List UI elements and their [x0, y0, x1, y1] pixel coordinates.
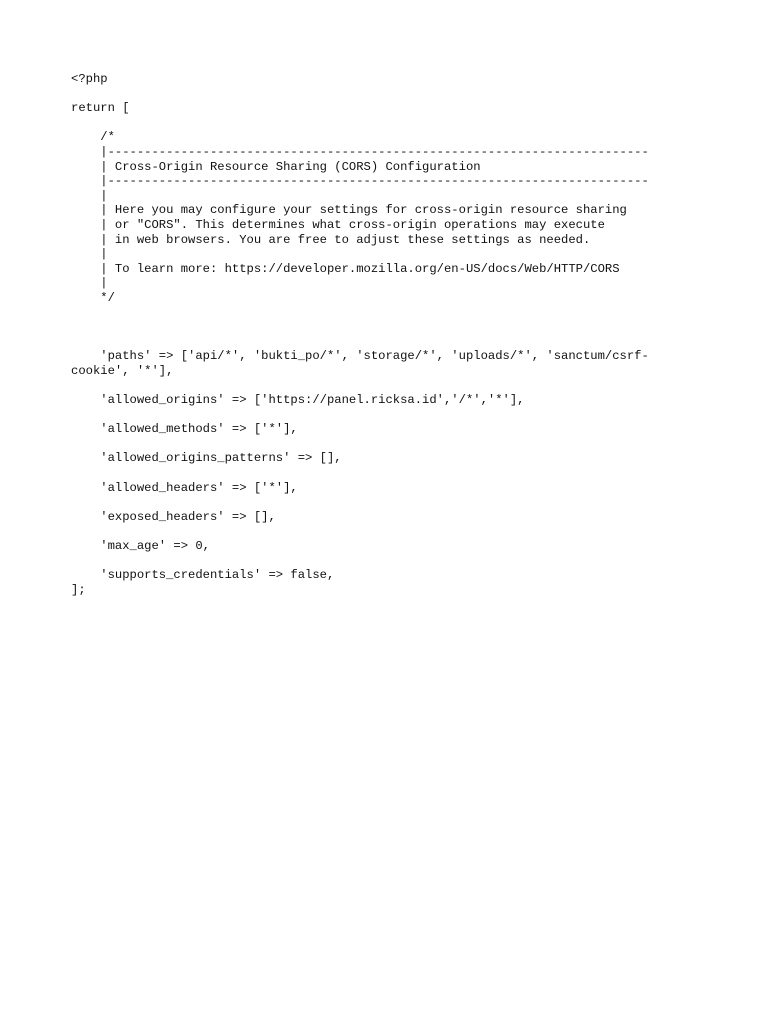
config-supports-credentials-line: 'supports_credentials' => false, — [71, 568, 335, 583]
code-line — [71, 378, 671, 393]
code-line: ]; — [71, 582, 86, 597]
config-allowed-origins-patterns-line: 'allowed_origins_patterns' => [], — [71, 451, 342, 466]
code-line — [71, 306, 671, 321]
code-line — [71, 524, 671, 539]
comment-line: |-------------------------------------------------------------------------- — [71, 174, 649, 189]
config-allowed-headers-line: 'allowed_headers' => ['*'], — [71, 480, 298, 495]
code-line — [71, 466, 671, 481]
code-line — [71, 116, 671, 131]
comment-line: | Here you may configure your settings for cross-origin resource sharing — [71, 203, 627, 218]
comment-line: /* — [71, 130, 115, 145]
config-exposed-headers-line: 'exposed_headers' => [], — [71, 509, 276, 524]
code-line: return [ — [71, 101, 130, 116]
config-paths-line: 'paths' => ['api/*', 'bukti_po/*', 'storage/*', 'uploads/*', 'sanctum/csrf- — [71, 349, 649, 364]
comment-line: */ — [71, 290, 115, 305]
code-document — [71, 72, 671, 597]
config-paths-line-continued: cookie', '*'], — [71, 363, 174, 378]
comment-line: | To learn more: https://developer.mozilla.org/en-US/docs/Web/HTTP/CORS — [71, 261, 620, 276]
code-line — [71, 408, 671, 423]
code-line — [71, 87, 671, 102]
code-line — [71, 320, 671, 335]
comment-line: | — [71, 276, 108, 291]
comment-line: | — [71, 188, 108, 203]
config-allowed-origins-line: 'allowed_origins' => ['https://panel.ricksa.id','/*','*'], — [71, 393, 525, 408]
config-allowed-methods-line: 'allowed_methods' => ['*'], — [71, 422, 298, 437]
config-max-age-line: 'max_age' => 0, — [71, 539, 210, 553]
comment-line: | in web browsers. You are free to adjust these settings as needed. — [71, 232, 591, 247]
code-line — [71, 437, 671, 452]
code-line — [71, 335, 671, 350]
comment-line: | Cross-Origin Resource Sharing (CORS) Configuration — [71, 159, 481, 174]
code-line: <?php — [71, 72, 108, 86]
comment-line: |-------------------------------------------------------------------------- — [71, 144, 649, 159]
code-line — [71, 495, 671, 510]
code-line — [71, 554, 671, 569]
comment-line: | — [71, 247, 108, 262]
comment-line: | or "CORS". This determines what cross-origin operations may execute — [71, 217, 605, 232]
